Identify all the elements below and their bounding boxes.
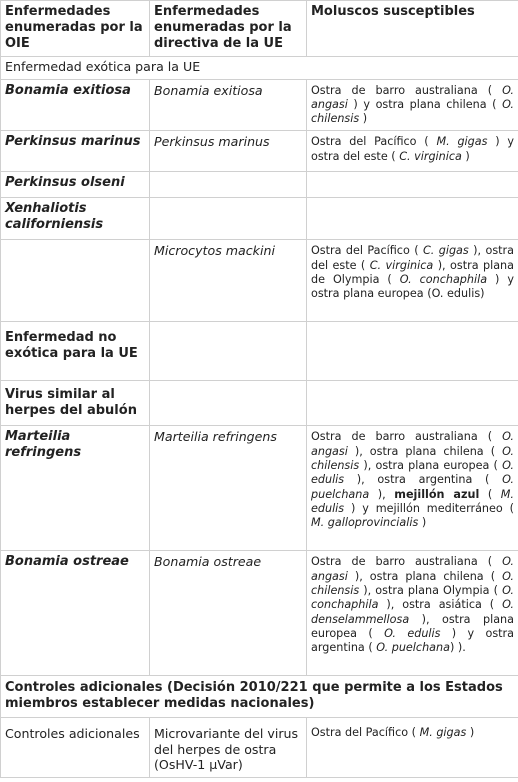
- header-ue: Enfermedades enumeradas por la directiva de la UE: [150, 1, 307, 57]
- oie-disease: Bonamia ostreae: [1, 551, 150, 676]
- susceptible-molluscs: Ostra del Pacífico ( M. gigas ): [307, 718, 518, 778]
- table-row: [1, 426, 518, 551]
- ue-disease-empty: [150, 381, 307, 426]
- table-row: [1, 381, 518, 426]
- ue-disease: Bonamia exitiosa: [150, 79, 307, 131]
- ue-disease: Microvariante del virus del herpes de ostra (OsHV-1 μVar): [150, 718, 307, 778]
- header-molluscs: Moluscos susceptibles: [307, 1, 518, 57]
- susceptible-molluscs: Ostra de barro australiana ( O. angasi ) y ostra plana chilena ( O. chilensis ): [307, 79, 518, 131]
- ue-disease: Bonamia ostreae: [150, 551, 307, 676]
- section-row-controls: [1, 676, 518, 718]
- susceptible-molluscs: Ostra de barro australiana ( O. angasi ), ostra plana chilena ( O. chilensis ), ostra plana Olympia ( O. conchaphila ), ostra asiática ( O. denselammellosa ), ostra plana europea ( O. edulis ) y ostra argentina ( O. puelchana) ).: [307, 551, 518, 676]
- table-row: [1, 718, 518, 778]
- susceptible-molluscs-empty: [307, 322, 518, 381]
- table-row: [1, 322, 518, 381]
- oie-section-label: Enfermedad no exótica para la UE: [1, 322, 150, 381]
- table-row: [1, 131, 518, 172]
- oie-disease: Marteilia refringens: [1, 426, 150, 551]
- ue-disease-empty: [150, 322, 307, 381]
- ue-disease: Marteilia refringens: [150, 426, 307, 551]
- oie-disease-empty: [1, 240, 150, 322]
- oie-disease: Virus similar al herpes del abulón: [1, 381, 150, 426]
- table-row: [1, 551, 518, 676]
- susceptible-molluscs-empty: [307, 381, 518, 426]
- susceptible-molluscs-empty: [307, 198, 518, 240]
- table-row: [1, 240, 518, 322]
- oie-disease: Perkinsus olseni: [1, 172, 150, 198]
- oie-disease: Perkinsus marinus: [1, 131, 150, 172]
- susceptible-molluscs: Ostra del Pacífico ( C. gigas ), ostra del este ( C. virginica ), ostra plana de Olympia ( O. conchaphila ) y ostra plana europea (O. edulis): [307, 240, 518, 322]
- section-row-exotic: [1, 57, 518, 80]
- oie-disease: Xenhaliotis californiensis: [1, 198, 150, 240]
- header-oie: Enfermedades enumeradas por la OIE: [1, 1, 150, 57]
- table-row: [1, 172, 518, 198]
- oie-disease: Controles adicionales: [1, 718, 150, 778]
- section-controls: Controles adicionales (Decisión 2010/221 que permite a los Estados miembros establecer medidas nacionales): [1, 676, 518, 718]
- table-header-row: [1, 1, 518, 57]
- susceptible-molluscs: Ostra de barro australiana ( O. angasi ), ostra plana chilena ( O. chilensis ), ostra plana europea ( O. edulis ), ostra argentina ( O. puelchana ), mejillón azul ( M. edulis ) y mejillón mediterráneo ( M. galloprovincialis ): [307, 426, 518, 551]
- table-row: [1, 79, 518, 131]
- section-exotic: Enfermedad exótica para la UE: [1, 57, 518, 80]
- ue-disease: Microcytos mackini: [150, 240, 307, 322]
- table-row: [1, 198, 518, 240]
- susceptible-molluscs-empty: [307, 172, 518, 198]
- oie-disease: Bonamia exitiosa: [1, 79, 150, 131]
- ue-disease-empty: [150, 198, 307, 240]
- ue-disease-empty: [150, 172, 307, 198]
- ue-disease: Perkinsus marinus: [150, 131, 307, 172]
- susceptible-molluscs: Ostra del Pacífico ( M. gigas ) y ostra del este ( C. virginica ): [307, 131, 518, 172]
